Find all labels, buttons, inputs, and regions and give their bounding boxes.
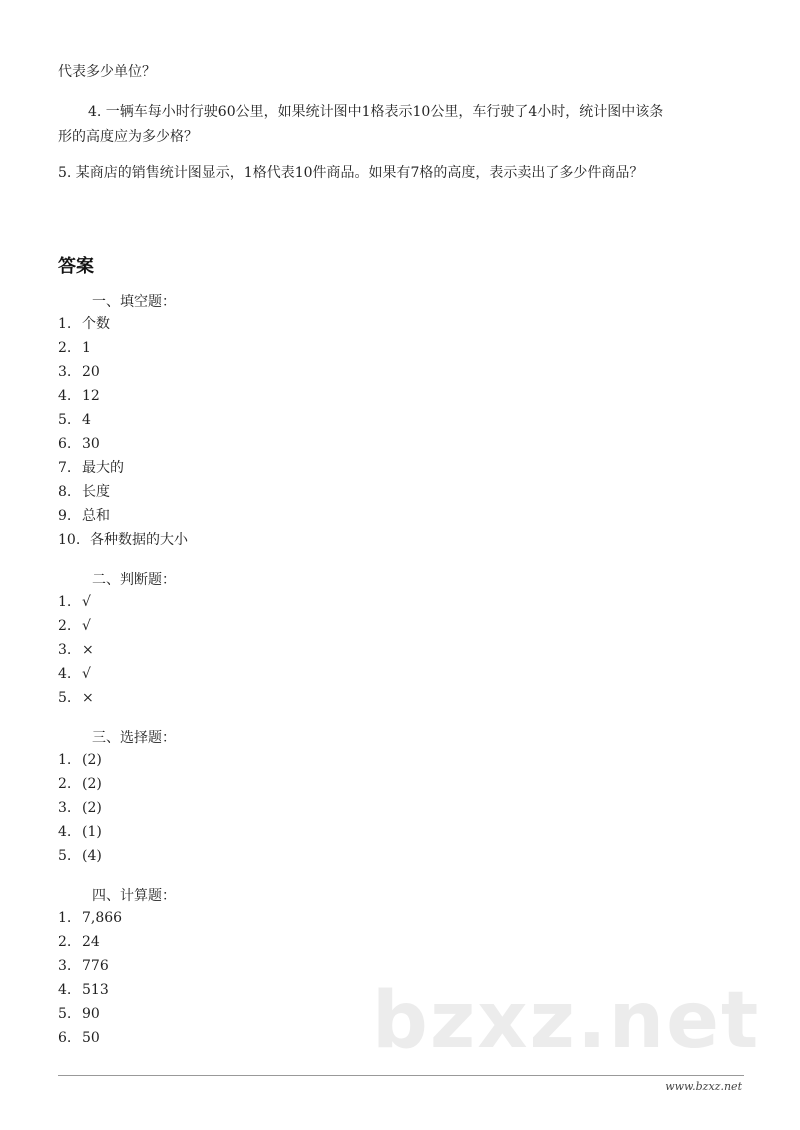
- answer-item: 1. (2): [58, 752, 102, 768]
- question-3-tail: 代表多少单位？: [58, 64, 156, 80]
- answer-item: 5. 4: [58, 412, 91, 428]
- footer-divider: [58, 1075, 744, 1076]
- answer-item: 4. 513: [58, 982, 109, 998]
- answer-item: 4. √: [58, 666, 91, 682]
- answer-item: 2. √: [58, 618, 91, 634]
- answer-item: 3. 776: [58, 958, 109, 974]
- answer-item: 1. 7,866: [58, 910, 123, 926]
- answer-item: 1. √: [58, 594, 91, 610]
- answer-item: 1. 个数: [58, 316, 110, 332]
- section-calc-heading: 四、计算题：: [92, 888, 176, 904]
- answer-item: 5. (4): [58, 848, 102, 864]
- answer-item: 2. 1: [58, 340, 91, 356]
- question-4-line1: 4. 一辆车每小时行驶60公里，如果统计图中1格表示10公里，车行驶了4小时，统计图中该条: [88, 104, 664, 120]
- section-fill-blank-heading: 一、填空题：: [92, 294, 176, 310]
- answer-item: 4. 12: [58, 388, 100, 404]
- answer-item: 8. 长度: [58, 484, 110, 500]
- answer-item: 3. 20: [58, 364, 100, 380]
- answer-item: 6. 30: [58, 436, 100, 452]
- answer-item: 7. 最大的: [58, 460, 124, 476]
- watermark-logo: bzxz.net: [372, 976, 761, 1066]
- answer-item: 2. (2): [58, 776, 102, 792]
- section-true-false-heading: 二、判断题：: [92, 572, 176, 588]
- footer-url: www.bzxz.net: [665, 1080, 742, 1093]
- answer-item: 4. (1): [58, 824, 102, 840]
- question-4-line2: 形的高度应为多少格？: [58, 129, 198, 145]
- section-choice-heading: 三、选择题：: [92, 730, 176, 746]
- question-5: 5. 某商店的销售统计图显示，1格代表10件商品。如果有7格的高度，表示卖出了多少件商品？: [58, 165, 644, 181]
- answers-title: 答案: [58, 256, 94, 277]
- answer-item: 5. ×: [58, 690, 94, 706]
- answer-item: 2. 24: [58, 934, 100, 950]
- answer-item: 5. 90: [58, 1006, 100, 1022]
- answer-item: 6. 50: [58, 1030, 100, 1046]
- answer-item: 10. 各种数据的大小: [58, 532, 188, 548]
- answer-item: 9. 总和: [58, 508, 110, 524]
- answer-item: 3. (2): [58, 800, 102, 816]
- answer-item: 3. ×: [58, 642, 94, 658]
